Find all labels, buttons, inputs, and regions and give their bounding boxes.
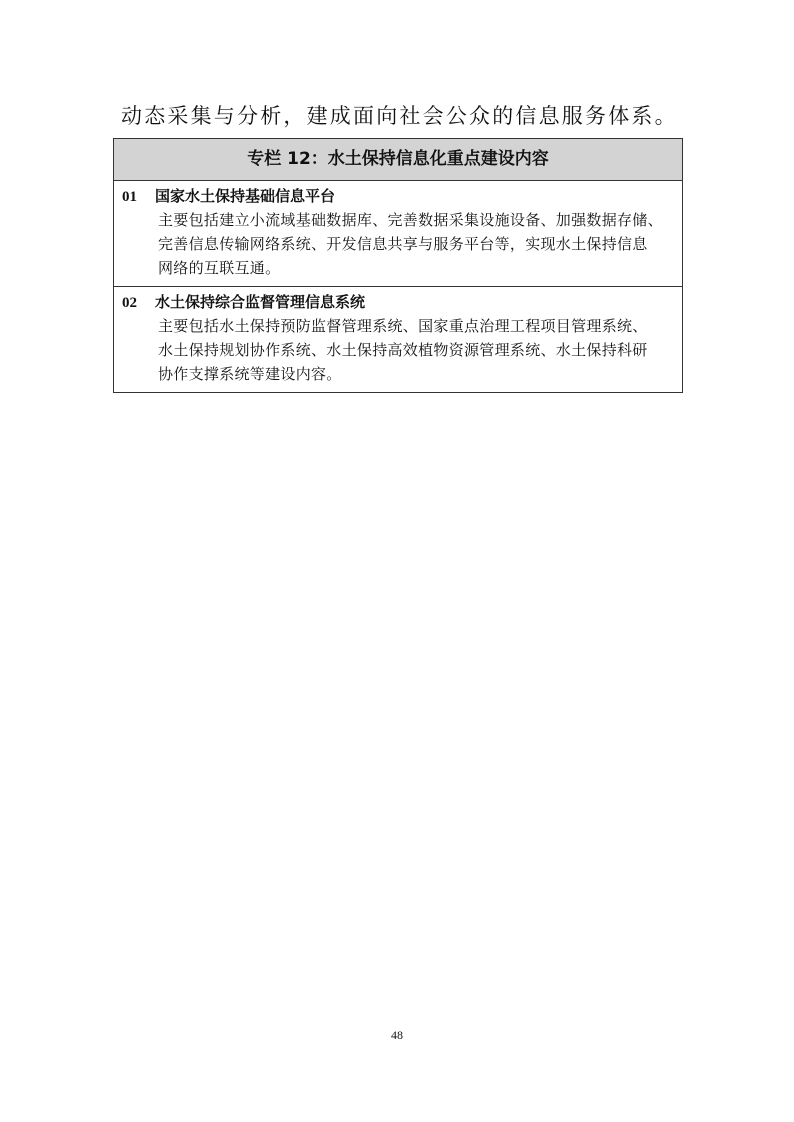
feature-box: [113, 138, 683, 393]
item-description-line: 水土保持规划协作系统、水土保持高效植物资源管理系统、水土保持科研: [158, 341, 648, 359]
list-item: [114, 286, 682, 392]
item-description-line: 主要包括建立小流域基础数据库、完善数据采集设施设备、加强数据存储、: [158, 211, 663, 229]
page-number: 48: [391, 1028, 403, 1042]
item-description: [122, 314, 674, 386]
list-item: [114, 181, 682, 286]
item-title: 国家水土保持基础信息平台: [155, 187, 336, 205]
item-title: 水土保持综合监督管理信息系统: [155, 293, 366, 311]
item-heading: [122, 185, 674, 208]
item-number: 01: [122, 189, 137, 205]
item-description-line: 完善信息传输网络系统、开发信息共享与服务平台等，实现水土保持信息: [158, 235, 648, 253]
item-description-line: 主要包括水土保持预防监督管理系统、国家重点治理工程项目管理系统、: [158, 317, 648, 335]
item-description: [122, 208, 674, 280]
intro-paragraph: 动态采集与分析，建成面向社会公众的信息服务体系。: [121, 104, 678, 128]
item-description-line: 协作支撑系统等建设内容。: [158, 365, 342, 383]
feature-box-title: 专栏 12：水土保持信息化重点建设内容: [114, 139, 682, 181]
item-description-line: 网络的互联互通。: [158, 259, 281, 277]
item-heading: [122, 291, 674, 314]
item-number: 02: [122, 295, 137, 311]
